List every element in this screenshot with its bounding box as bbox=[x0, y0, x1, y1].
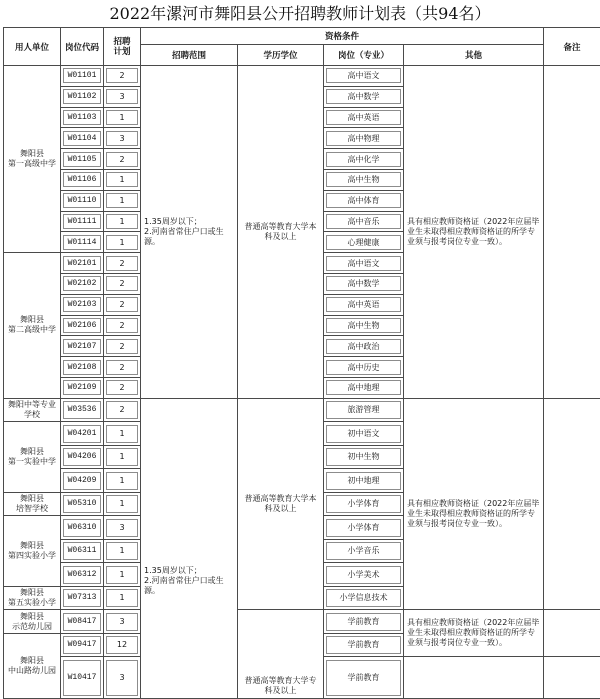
post-specialty-cell bbox=[324, 232, 404, 253]
post-specialty: 高中体育 bbox=[326, 193, 401, 208]
post-specialty: 高中音乐 bbox=[326, 214, 401, 229]
recruit-plan-cell bbox=[104, 211, 141, 232]
recruitment-plan-table bbox=[3, 27, 600, 699]
post-specialty-cell bbox=[324, 211, 404, 232]
post-specialty-cell bbox=[324, 633, 404, 657]
post-specialty-cell bbox=[324, 336, 404, 357]
recruit-plan-cell bbox=[104, 336, 141, 357]
recruit-plan-cell bbox=[104, 149, 141, 170]
post-specialty-cell bbox=[324, 357, 404, 378]
recruit-plan-cell bbox=[104, 586, 141, 610]
unit-name-line: 舞阳中等专业 bbox=[8, 400, 56, 409]
recruit-plan-cell bbox=[104, 128, 141, 149]
recruit-plan-count: 2 bbox=[106, 339, 138, 354]
post-code-cell bbox=[61, 107, 104, 128]
post-code-cell bbox=[61, 563, 104, 587]
recruit-plan-count: 2 bbox=[106, 256, 138, 271]
post-specialty-cell bbox=[324, 657, 404, 699]
header-code: 岗位代码 bbox=[61, 28, 104, 66]
post-specialty-cell bbox=[324, 398, 404, 422]
recruit-plan-cell bbox=[104, 377, 141, 398]
post-code-cell bbox=[61, 149, 104, 170]
post-specialty-cell bbox=[324, 516, 404, 540]
recruit-plan-count: 2 bbox=[106, 360, 138, 375]
post-specialty-cell bbox=[324, 492, 404, 516]
recruit-plan-cell bbox=[104, 422, 141, 446]
recruit-plan-count: 1 bbox=[106, 448, 138, 466]
post-code: W01101 bbox=[63, 68, 101, 83]
recruit-plan-count: 3 bbox=[106, 613, 138, 631]
post-specialty-cell bbox=[324, 66, 404, 87]
post-code-cell bbox=[61, 657, 104, 699]
recruit-plan-count: 1 bbox=[106, 193, 138, 208]
recruit-plan-count: 1 bbox=[106, 566, 138, 584]
recruit-plan-count: 1 bbox=[106, 172, 138, 187]
post-code: W02108 bbox=[63, 360, 101, 375]
unit-cell bbox=[4, 610, 61, 634]
post-code: W02107 bbox=[63, 339, 101, 354]
post-specialty: 学前教育 bbox=[326, 636, 401, 654]
post-code-cell bbox=[61, 253, 104, 274]
post-code-cell bbox=[61, 169, 104, 190]
recruit-scope-cell bbox=[141, 66, 238, 399]
post-specialty: 旅游管理 bbox=[326, 401, 401, 419]
recruit-plan-count: 1 bbox=[106, 472, 138, 490]
post-specialty: 高中地理 bbox=[326, 380, 401, 395]
recruit-plan-cell bbox=[104, 169, 141, 190]
unit-name-line: 第二高级中学 bbox=[8, 325, 56, 335]
header-qualification: 资格条件 bbox=[141, 28, 544, 45]
recruit-plan-count: 1 bbox=[106, 235, 138, 250]
post-specialty: 高中历史 bbox=[326, 360, 401, 375]
recruit-plan-count: 1 bbox=[106, 425, 138, 443]
recruit-plan-cell bbox=[104, 66, 141, 87]
post-specialty: 高中英语 bbox=[326, 110, 401, 125]
recruit-plan-cell bbox=[104, 398, 141, 422]
post-code-cell bbox=[61, 422, 104, 446]
table-row bbox=[4, 610, 600, 634]
remark-cell bbox=[544, 398, 600, 610]
recruit-plan-count: 3 bbox=[106, 131, 138, 146]
education-cell: 普通高等教育大学本科及以上 bbox=[238, 398, 324, 610]
unit-name-line: 第一实验中学 bbox=[8, 457, 56, 466]
post-code: W02106 bbox=[63, 318, 101, 333]
unit-name-line: 舞阳县 bbox=[20, 611, 44, 621]
post-code: W01105 bbox=[63, 152, 101, 167]
education-cell: 普通高等教育大学本科及以上 bbox=[238, 66, 324, 399]
unit-name-line: 舞阳县 bbox=[20, 541, 44, 550]
post-code-cell bbox=[61, 398, 104, 422]
post-specialty-cell bbox=[324, 190, 404, 211]
remark-cell bbox=[544, 66, 600, 399]
unit-name-line: 舞阳县 bbox=[20, 494, 44, 503]
recruit-plan-cell bbox=[104, 273, 141, 294]
post-specialty: 小学美术 bbox=[326, 566, 401, 584]
post-code: W02109 bbox=[63, 380, 101, 395]
recruit-plan-cell bbox=[104, 563, 141, 587]
unit-cell bbox=[4, 492, 61, 516]
recruit-plan-count: 1 bbox=[106, 542, 138, 560]
post-code-cell bbox=[61, 445, 104, 469]
recruit-plan-cell bbox=[104, 445, 141, 469]
post-specialty: 小学体育 bbox=[326, 519, 401, 537]
unit-name-line: 学校 bbox=[24, 410, 40, 419]
scope-item: 2.河南省常住户口或生源。 bbox=[144, 575, 224, 595]
post-specialty: 学前教育 bbox=[326, 660, 401, 696]
post-code: W01102 bbox=[63, 89, 101, 104]
post-specialty-cell bbox=[324, 445, 404, 469]
recruit-plan-count: 2 bbox=[106, 318, 138, 333]
header-row bbox=[4, 28, 600, 45]
recruit-plan-count: 3 bbox=[106, 660, 138, 696]
post-code-cell bbox=[61, 633, 104, 657]
unit-name-line: 舞阳县 bbox=[20, 588, 44, 597]
table-row bbox=[4, 66, 600, 87]
table-row bbox=[4, 398, 600, 422]
post-specialty-cell bbox=[324, 586, 404, 610]
post-code: W04201 bbox=[63, 425, 101, 443]
recruit-plan-cell bbox=[104, 232, 141, 253]
post-specialty: 高中生物 bbox=[326, 172, 401, 187]
post-specialty-cell bbox=[324, 294, 404, 315]
post-specialty: 高中语文 bbox=[326, 68, 401, 83]
post-code: W10417 bbox=[63, 660, 101, 696]
post-specialty: 心理健康 bbox=[326, 235, 401, 250]
post-code-cell bbox=[61, 377, 104, 398]
post-specialty-cell bbox=[324, 107, 404, 128]
unit-name-line: 舞阳县 bbox=[20, 149, 44, 159]
unit-name-line: 培智学校 bbox=[16, 504, 48, 513]
post-specialty-cell bbox=[324, 149, 404, 170]
scope-item: 1.35周岁以下； bbox=[144, 216, 202, 226]
post-specialty: 高中生物 bbox=[326, 318, 401, 333]
post-code-cell bbox=[61, 610, 104, 634]
recruit-plan-cell bbox=[104, 190, 141, 211]
post-code-cell bbox=[61, 294, 104, 315]
recruit-plan-cell bbox=[104, 492, 141, 516]
recruit-plan-cell bbox=[104, 610, 141, 634]
recruit-plan-count: 2 bbox=[106, 152, 138, 167]
post-specialty-cell bbox=[324, 253, 404, 274]
post-code: W04206 bbox=[63, 448, 101, 466]
header-plan-label: 招聘计划 bbox=[113, 36, 131, 57]
recruit-plan-cell bbox=[104, 315, 141, 336]
unit-name-line: 示范幼儿园 bbox=[12, 621, 52, 631]
post-code: W01110 bbox=[63, 193, 101, 208]
post-specialty-cell bbox=[324, 563, 404, 587]
recruit-plan-count: 12 bbox=[106, 636, 138, 654]
post-specialty: 高中数学 bbox=[326, 89, 401, 104]
post-code: W07313 bbox=[63, 589, 101, 607]
post-code-cell bbox=[61, 336, 104, 357]
recruit-plan-count: 2 bbox=[106, 401, 138, 419]
post-code-cell bbox=[61, 586, 104, 610]
post-specialty: 初中地理 bbox=[326, 472, 401, 490]
recruit-plan-count: 3 bbox=[106, 519, 138, 537]
post-specialty-cell bbox=[324, 539, 404, 563]
post-specialty-cell bbox=[324, 377, 404, 398]
post-code-cell bbox=[61, 315, 104, 336]
other-requirement-cell bbox=[404, 657, 544, 699]
post-code: W03536 bbox=[63, 401, 101, 419]
recruit-plan-cell bbox=[104, 357, 141, 378]
unit-cell bbox=[4, 66, 61, 253]
post-specialty: 小学音乐 bbox=[326, 542, 401, 560]
post-specialty: 高中数学 bbox=[326, 276, 401, 291]
post-specialty: 初中语文 bbox=[326, 425, 401, 443]
post-code-cell bbox=[61, 492, 104, 516]
post-code: W09417 bbox=[63, 636, 101, 654]
post-specialty: 高中英语 bbox=[326, 297, 401, 312]
header-scope: 招聘范围 bbox=[141, 45, 238, 66]
unit-name-line: 第五实验小学 bbox=[8, 598, 56, 607]
post-specialty-cell bbox=[324, 422, 404, 446]
post-specialty: 高中物理 bbox=[326, 131, 401, 146]
recruit-plan-count: 2 bbox=[106, 297, 138, 312]
recruit-plan-cell bbox=[104, 516, 141, 540]
post-code-cell bbox=[61, 66, 104, 87]
header-post: 岗位（专业） bbox=[324, 45, 404, 66]
unit-cell bbox=[4, 253, 61, 399]
post-specialty: 高中政治 bbox=[326, 339, 401, 354]
post-code: W08417 bbox=[63, 613, 101, 631]
scope-item: 2.河南省常住户口或生源。 bbox=[144, 226, 224, 246]
recruit-plan-cell bbox=[104, 107, 141, 128]
post-code: W02101 bbox=[63, 256, 101, 271]
recruit-plan-cell bbox=[104, 469, 141, 493]
post-specialty: 学前教育 bbox=[326, 613, 401, 631]
recruit-plan-count: 1 bbox=[106, 495, 138, 513]
recruit-plan-count: 2 bbox=[106, 68, 138, 83]
remark-cell bbox=[544, 610, 600, 657]
post-code: W02102 bbox=[63, 276, 101, 291]
unit-name-line: 舞阳县 bbox=[20, 447, 44, 456]
post-code-cell bbox=[61, 516, 104, 540]
unit-name-line: 中山路幼儿园 bbox=[8, 666, 56, 675]
post-specialty: 高中化学 bbox=[326, 152, 401, 167]
recruit-scope-cell bbox=[141, 398, 238, 699]
unit-cell bbox=[4, 633, 61, 699]
recruit-plan-cell bbox=[104, 657, 141, 699]
recruit-plan-count: 1 bbox=[106, 214, 138, 229]
post-code: W06312 bbox=[63, 566, 101, 584]
post-specialty-cell bbox=[324, 315, 404, 336]
unit-cell bbox=[4, 398, 61, 422]
header-plan bbox=[104, 28, 141, 66]
header-unit: 用人单位 bbox=[4, 28, 61, 66]
unit-cell bbox=[4, 516, 61, 587]
recruit-plan-cell bbox=[104, 539, 141, 563]
post-specialty-cell bbox=[324, 169, 404, 190]
post-code-cell bbox=[61, 469, 104, 493]
post-code: W05310 bbox=[63, 495, 101, 513]
recruit-plan-count: 1 bbox=[106, 589, 138, 607]
recruit-plan-count: 2 bbox=[106, 380, 138, 395]
post-code: W01111 bbox=[63, 214, 101, 229]
post-code-cell bbox=[61, 357, 104, 378]
education-cell: 普通高等教育大学专科及以上 bbox=[238, 610, 324, 699]
post-specialty: 初中生物 bbox=[326, 448, 401, 466]
post-code: W01103 bbox=[63, 110, 101, 125]
other-requirement-cell: 具有相应教师资格证（2022年应届毕业生未取得相应教师资格证的所学专业须与报考岗位专业一致）。 bbox=[404, 66, 544, 399]
post-code: W01106 bbox=[63, 172, 101, 187]
page-title: 2022年漯河市舞阳县公开招聘教师计划表（共94名） bbox=[109, 4, 491, 23]
recruit-plan-count: 3 bbox=[106, 89, 138, 104]
post-code: W04209 bbox=[63, 472, 101, 490]
post-code: W02103 bbox=[63, 297, 101, 312]
other-requirement-cell: 具有相应教师资格证（2022年应届毕业生未取得相应教师资格证的所学专业须与报考岗位专业一致）。 bbox=[404, 398, 544, 610]
header-other: 其他 bbox=[404, 45, 544, 66]
post-specialty-cell bbox=[324, 610, 404, 634]
other-requirement-cell: 具有相应教师资格证（2022年应届毕业生未取得相应教师资格证的所学专业须与报考岗位专业一致）。 bbox=[404, 610, 544, 657]
post-specialty-cell bbox=[324, 273, 404, 294]
post-code-cell bbox=[61, 539, 104, 563]
unit-cell bbox=[4, 586, 61, 610]
post-code-cell bbox=[61, 273, 104, 294]
header-remark: 备注 bbox=[544, 28, 600, 66]
post-code-cell bbox=[61, 128, 104, 149]
post-specialty-cell bbox=[324, 86, 404, 107]
recruit-plan-count: 1 bbox=[106, 110, 138, 125]
post-code-cell bbox=[61, 190, 104, 211]
post-specialty: 高中语文 bbox=[326, 256, 401, 271]
post-code: W06310 bbox=[63, 519, 101, 537]
unit-name-line: 第四实验小学 bbox=[8, 551, 56, 560]
unit-name-line: 舞阳县 bbox=[20, 315, 44, 325]
post-specialty: 小学信息技术 bbox=[326, 589, 401, 607]
post-code: W01114 bbox=[63, 235, 101, 250]
recruit-plan-cell bbox=[104, 253, 141, 274]
recruit-plan-cell bbox=[104, 294, 141, 315]
scope-item: 1.35周岁以下； bbox=[144, 565, 202, 575]
post-code-cell bbox=[61, 86, 104, 107]
post-specialty-cell bbox=[324, 469, 404, 493]
post-code: W06311 bbox=[63, 542, 101, 560]
post-code: W01104 bbox=[63, 131, 101, 146]
post-specialty-cell bbox=[324, 128, 404, 149]
recruit-plan-count: 2 bbox=[106, 276, 138, 291]
recruit-plan-cell bbox=[104, 633, 141, 657]
post-code-cell bbox=[61, 232, 104, 253]
post-specialty: 小学体育 bbox=[326, 495, 401, 513]
remark-cell bbox=[544, 657, 600, 699]
unit-cell bbox=[4, 422, 61, 493]
unit-name-line: 舞阳县 bbox=[20, 656, 44, 665]
post-code-cell bbox=[61, 211, 104, 232]
recruit-plan-cell bbox=[104, 86, 141, 107]
unit-name-line: 第一高级中学 bbox=[8, 159, 56, 169]
header-education: 学历学位 bbox=[238, 45, 324, 66]
